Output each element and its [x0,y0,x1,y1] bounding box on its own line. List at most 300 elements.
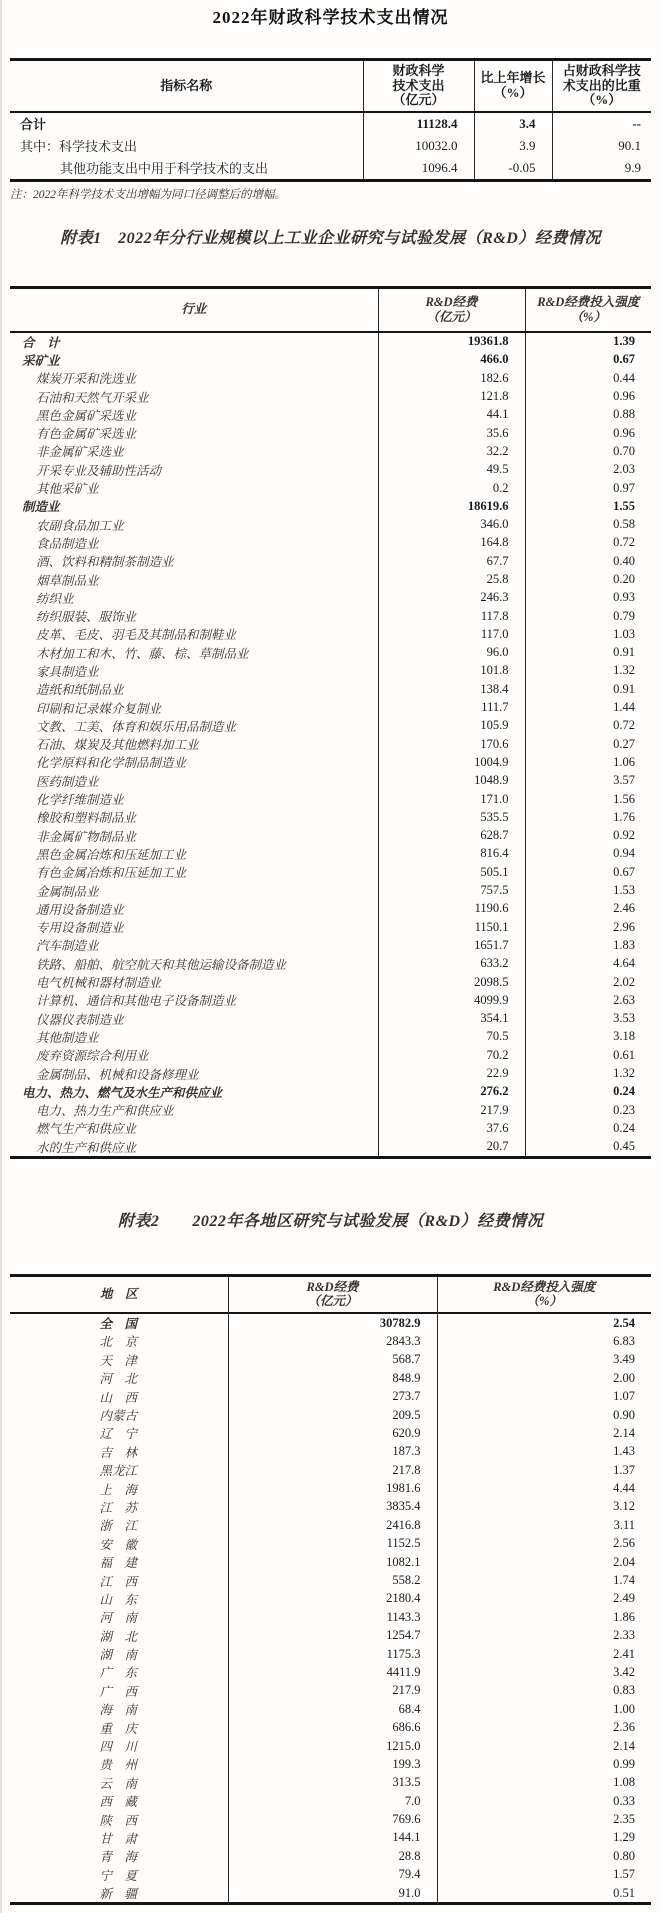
rd-funds-value: 32.2 [378,442,525,460]
region-name: 安 徽 [99,1537,137,1552]
rd-intensity-value: 0.40 [525,552,651,570]
rd-funds-value: 313.5 [228,1774,437,1792]
fiscal-st-expenditure-value: 10032.0 [363,135,474,157]
rd-funds-value: 187.3 [228,1443,437,1461]
industry-name: 造纸和纸制品业 [36,683,124,698]
industry-row [10,881,651,899]
rd-funds-value: 273.7 [228,1387,437,1405]
industry-row [10,808,651,826]
industry-row [10,845,651,863]
region-name: 浙 江 [99,1519,137,1534]
region-name: 陕 西 [99,1813,137,1828]
industry-row [10,955,651,973]
rd-intensity-value: 3.42 [437,1663,651,1681]
fiscal-expenditure-table [10,58,651,182]
rd-funds-value: 49.5 [378,461,525,479]
industry-name: 木材加工和木、竹、藤、棕、草制品业 [36,646,249,661]
rd-intensity-value: 1.32 [525,1064,651,1082]
rd-funds-value: 620.9 [228,1424,437,1442]
rd-funds-value: 117.0 [378,625,525,643]
rd-funds-value: 105.9 [378,717,525,735]
share-of-expenditure-value: 90.1 [552,135,651,157]
rd-funds-value: 67.7 [378,552,525,570]
industry-row [10,662,651,680]
region-row [10,1884,651,1904]
industry-row [10,1064,651,1082]
rd-intensity-value: 0.51 [437,1884,651,1904]
rd-funds-value: 22.9 [378,1064,525,1082]
rd-intensity-value: 1.74 [437,1571,651,1589]
rd-intensity-value: 1.37 [437,1461,651,1479]
region-row [10,1755,651,1773]
industry-row [10,1101,651,1119]
rd-intensity-value: 2.36 [437,1718,651,1736]
region-name: 云 南 [99,1776,137,1791]
industry-name: 食品制造业 [36,536,99,551]
industry-row [10,424,651,442]
rd-intensity-value: 0.58 [525,515,651,533]
rd-intensity-value: 0.70 [525,442,651,460]
rd-funds-value: 1048.9 [378,772,525,790]
region-row [10,1443,651,1461]
rd-funds-value: 346.0 [378,515,525,533]
industry-name: 化学纤维制造业 [36,793,124,808]
rd-funds-value: 4099.9 [378,991,525,1009]
industry-name: 采矿业 [22,353,60,368]
region-row [10,1792,651,1810]
industry-name: 其他制造业 [36,1030,99,1045]
region-row [10,1663,651,1681]
industry-name: 非金属矿采选业 [36,445,124,460]
rd-intensity-value: 0.23 [525,1101,651,1119]
rd-funds-value: 2843.3 [228,1332,437,1350]
region-name: 辽 宁 [99,1427,137,1442]
rd-intensity-value: 0.96 [525,424,651,442]
industry-row [10,369,651,387]
rd-funds-value: 25.8 [378,570,525,588]
region-row [10,1516,651,1534]
region-row [10,1608,651,1626]
rd-intensity-value: 0.88 [525,406,651,424]
industry-name: 有色金属冶炼和压延加工业 [36,866,187,881]
region-row [10,1718,651,1736]
region-name: 广 西 [99,1684,137,1699]
industry-row [10,1083,651,1101]
industry-name: 专用设备制造业 [36,921,124,936]
rd-intensity-value: 0.72 [525,534,651,552]
rd-intensity-value: 4.44 [437,1479,651,1497]
industry-name: 农副食品加工业 [36,518,124,533]
rd-intensity-value: 0.67 [525,351,651,369]
rd-funds-value: 1004.9 [378,753,525,771]
rd-funds-value: 217.9 [378,1101,525,1119]
rd-intensity-value: 0.45 [525,1138,651,1158]
rd-funds-value: 138.4 [378,680,525,698]
rd-intensity-value: 0.33 [437,1792,651,1810]
region-row [10,1866,651,1884]
region-name: 上 海 [99,1482,137,1497]
industry-table-header [10,287,651,332]
rd-intensity-value: 0.83 [437,1682,651,1700]
rd-funds-value: 44.1 [378,406,525,424]
industry-row [10,900,651,918]
region-name: 天 津 [99,1353,137,1368]
rd-intensity-value: 2.49 [437,1590,651,1608]
industry-name: 文教、工美、体育和娱乐用品制造业 [36,719,237,734]
industry-name: 黑色金属矿采选业 [36,408,137,423]
rd-intensity-value: 1.76 [525,808,651,826]
region-name: 贵 州 [99,1758,137,1773]
industry-name: 烟草制品业 [36,573,99,588]
industry-name: 通用设备制造业 [36,902,124,917]
region-name: 内蒙古 [99,1409,137,1423]
industry-row [10,1046,651,1064]
fiscal-table-header [10,60,651,112]
rd-funds-value: 1981.6 [228,1479,437,1497]
region-row [10,1700,651,1718]
region-name: 海 南 [99,1703,137,1718]
industry-name: 非金属矿物制品业 [36,829,137,844]
rd-intensity-value: 1.83 [525,936,651,954]
rd-funds-value: 121.8 [378,387,525,405]
rd-intensity-value: 3.12 [437,1498,651,1516]
rd-funds-value: 37.6 [378,1119,525,1137]
region-name: 广 东 [99,1666,137,1681]
region-row [10,1313,651,1332]
header-row [10,60,651,112]
industry-row [10,387,651,405]
industry-row [10,644,651,662]
rd-funds-value: 111.7 [378,698,525,716]
rd-funds-value: 209.5 [228,1406,437,1424]
region-row [10,1479,651,1497]
rd-intensity-value: 1.44 [525,698,651,716]
industry-row [10,589,651,607]
region-row [10,1369,651,1387]
industry-row [10,991,651,1009]
rd-intensity-value: 1.08 [437,1774,651,1792]
rd-funds-value: 1651.7 [378,936,525,954]
rd-intensity-value: 2.02 [525,973,651,991]
industry-name: 有色金属矿采选业 [36,427,137,442]
rd-intensity-value: 1.32 [525,662,651,680]
region-name: 山 东 [99,1592,137,1607]
region-row [10,1774,651,1792]
indicator-row [10,135,651,157]
industry-name: 开采专业及辅助性活动 [36,463,162,478]
footnote: 注：2022年科学技术支出增幅为同口径调整后的增幅。 [10,188,286,201]
industry-row [10,1028,651,1046]
rd-funds-value: 1143.3 [228,1608,437,1626]
header-row [10,287,651,332]
rd-funds-value: 182.6 [378,369,525,387]
region-row [10,1682,651,1700]
rd-intensity-value: 2.56 [437,1535,651,1553]
rd-intensity-value: 2.14 [437,1424,651,1442]
region-name: 西 藏 [99,1795,137,1810]
industry-name: 制造业 [22,500,60,515]
industry-row [10,406,651,424]
industry-name: 石油和天然气开采业 [36,390,149,405]
rd-intensity-value: 0.94 [525,845,651,863]
rd-intensity-value: 0.90 [437,1406,651,1424]
industry-name: 橡胶和塑料制品业 [36,811,137,826]
rd-intensity-value: 0.79 [525,607,651,625]
rd-funds-value: 1152.5 [228,1535,437,1553]
industry-name: 铁路、船舶、航空航天和其他运输设备制造业 [36,957,287,972]
industry-name: 水的生产和供应业 [36,1140,137,1155]
rd-intensity-value: 2.14 [437,1737,651,1755]
region-name: 江 西 [99,1574,137,1589]
industry-row [10,479,651,497]
rd-funds-value: 171.0 [378,790,525,808]
rd-intensity-value: 0.44 [525,369,651,387]
industry-row [10,863,651,881]
region-name: 江 苏 [99,1500,137,1515]
industry-name: 计算机、通信和其他电子设备制造业 [36,994,237,1009]
share-of-expenditure-value-header: 占财政科学技 术支出的比重 （%） [552,60,651,112]
region-row [10,1553,651,1571]
yoy-growth-value: 3.4 [474,112,552,135]
rd-intensity-value: 0.72 [525,717,651,735]
industry-row [10,698,651,716]
rd-funds-value: 170.6 [378,735,525,753]
region-name: 甘 肃 [99,1831,137,1846]
rd-intensity-value: 2.00 [437,1369,651,1387]
region-table-header [10,1275,651,1313]
industry-row [10,461,651,479]
rd-intensity-value: 2.63 [525,991,651,1009]
region-name: 福 建 [99,1556,137,1571]
rd-funds-value: 246.3 [378,589,525,607]
industry-rd-table [10,286,651,1159]
region-row [10,1627,651,1645]
indicator-row [10,157,651,181]
rd-funds-value: 35.6 [378,424,525,442]
yoy-growth-value: -0.05 [474,157,552,181]
indicator-name: 其中：科学技术支出 [20,139,138,154]
rd-funds-value: 2416.8 [228,1516,437,1534]
industry-row [10,973,651,991]
rd-funds-value: 757.5 [378,881,525,899]
industry-name: 汽车制造业 [36,939,99,954]
fiscal-st-expenditure-value: 1096.4 [363,157,474,181]
rd-funds-value: 7.0 [228,1792,437,1810]
rd-funds-value: 18619.6 [378,497,525,515]
rd-funds-value: 1190.6 [378,900,525,918]
rd-intensity-value: 1.00 [437,1700,651,1718]
region-row [10,1461,651,1479]
region-row [10,1590,651,1608]
region-name: 新 疆 [99,1887,137,1902]
rd-intensity-value-header: R&D经费投入强度 （%） [525,287,651,332]
region-name: 吉 林 [99,1445,137,1460]
industry-name: 其他采矿业 [36,482,99,497]
rd-intensity-value: 3.11 [437,1516,651,1534]
rd-funds-value: 276.2 [378,1083,525,1101]
rd-funds-value: 70.2 [378,1046,525,1064]
industry-name: 化学原料和化学制品制造业 [36,756,187,771]
rd-intensity-value: 3.49 [437,1351,651,1369]
appendix1-title: 附表1 2022年分行业规模以上工业企业研究与试验发展（R&D）经费情况 [60,229,601,247]
rd-intensity-value: 0.67 [525,863,651,881]
industry-name: 酒、饮料和精制茶制造业 [36,555,174,570]
industry-table-body [10,332,651,1158]
region-row [10,1406,651,1424]
industry-row [10,534,651,552]
rd-funds-value: 3835.4 [228,1498,437,1516]
rd-funds-value: 96.0 [378,644,525,662]
industry-row [10,918,651,936]
rd-intensity-value: 0.93 [525,589,651,607]
rd-funds-value: 19361.8 [378,332,525,351]
rd-funds-value: 535.5 [378,808,525,826]
rd-funds-value: 68.4 [228,1700,437,1718]
region-name: 河 北 [99,1372,137,1387]
rd-intensity-value: 1.03 [525,625,651,643]
rd-intensity-value: 1.86 [437,1608,651,1626]
rd-intensity-value: 1.53 [525,881,651,899]
rd-funds-value: 144.1 [228,1829,437,1847]
rd-intensity-value: 0.24 [525,1119,651,1137]
header-row [10,1275,651,1313]
rd-intensity-value: 1.56 [525,790,651,808]
rd-funds-value: 466.0 [378,351,525,369]
rd-intensity-value: 2.04 [437,1553,651,1571]
rd-funds-value: 686.6 [228,1718,437,1736]
rd-intensity-value: 1.39 [525,332,651,351]
industry-row [10,570,651,588]
rd-funds-value: 164.8 [378,534,525,552]
rd-funds-value: 91.0 [228,1884,437,1904]
rd-intensity-value: 0.61 [525,1046,651,1064]
rd-funds-value: 769.6 [228,1810,437,1828]
industry-row [10,351,651,369]
region-name: 宁 夏 [99,1868,137,1883]
rd-funds-value: 2180.4 [228,1590,437,1608]
region-name: 河 南 [99,1611,137,1626]
region-name: 湖 南 [99,1648,137,1663]
industry-row [10,552,651,570]
yoy-growth-value: 3.9 [474,135,552,157]
industry-name: 电气机械和器材制造业 [36,976,162,991]
industry-row [10,936,651,954]
rd-intensity-value: 1.43 [437,1443,651,1461]
share-of-expenditure-value: -- [552,112,651,135]
appendix2-title: 附表2 2022年各地区研究与试验发展（R&D）经费情况 [117,1212,544,1230]
region-row [10,1645,651,1663]
region-name: 青 海 [99,1850,137,1865]
industry-name: 仪器仪表制造业 [36,1012,124,1027]
industry-name: 皮革、毛皮、羽毛及其制品和制鞋业 [36,628,237,643]
region-name: 重 庆 [99,1721,137,1736]
page-title: 2022年财政科学技术支出情况 [212,8,449,27]
rd-intensity-value: 1.06 [525,753,651,771]
region-name: 四 川 [99,1740,137,1755]
rd-funds-value: 1215.0 [228,1737,437,1755]
industry-name: 石油、煤炭及其他燃料加工业 [36,738,199,753]
industry-row [10,1009,651,1027]
industry-name-header: 行业 [181,302,207,316]
rd-intensity-value: 1.55 [525,497,651,515]
rd-intensity-value: 0.91 [525,644,651,662]
rd-funds-value: 1082.1 [228,1553,437,1571]
region-rd-table [10,1274,651,1906]
fiscal-st-expenditure-value-header: 财政科学 技术支出 （亿元） [363,60,474,112]
rd-funds-value: 354.1 [378,1009,525,1027]
region-row [10,1737,651,1755]
industry-name: 电力、热力、燃气及水生产和供应业 [22,1085,223,1100]
region-row [10,1332,651,1350]
industry-row [10,332,651,351]
industry-row [10,1138,651,1158]
industry-row [10,625,651,643]
region-name: 黑龙江 [99,1464,137,1479]
indicator-name-header: 指标名称 [160,77,213,93]
industry-name: 纺织服装、服饰业 [36,610,137,625]
rd-intensity-value: 2.03 [525,461,651,479]
rd-funds-value: 70.5 [378,1028,525,1046]
industry-row [10,497,651,515]
industry-row [10,607,651,625]
rd-funds-value: 1150.1 [378,918,525,936]
region-name-header: 地 区 [99,1287,138,1302]
industry-name: 煤炭开采和洗选业 [36,372,137,387]
rd-intensity-value: 0.27 [525,735,651,753]
rd-intensity-value: 4.64 [525,955,651,973]
rd-intensity-value: 0.24 [525,1083,651,1101]
industry-row [10,680,651,698]
rd-intensity-value: 3.53 [525,1009,651,1027]
industry-row [10,717,651,735]
region-row [10,1387,651,1405]
rd-intensity-value: 0.92 [525,827,651,845]
rd-intensity-value: 2.41 [437,1645,651,1663]
rd-funds-value: 2098.5 [378,973,525,991]
region-row [10,1351,651,1369]
industry-row [10,735,651,753]
region-row [10,1829,651,1847]
indicator-row [10,112,651,135]
rd-intensity-value: 1.29 [437,1829,651,1847]
rd-funds-value: 1175.3 [228,1645,437,1663]
rd-funds-value: 4411.9 [228,1663,437,1681]
region-name: 全 国 [99,1317,137,1332]
industry-row [10,827,651,845]
industry-name: 家具制造业 [36,664,99,679]
rd-funds-value: 558.2 [228,1571,437,1589]
region-row [10,1571,651,1589]
rd-intensity-value: 1.07 [437,1387,651,1405]
rd-intensity-value: 0.80 [437,1847,651,1865]
share-of-expenditure-value: 9.9 [552,157,651,181]
fiscal-table-body [10,112,651,181]
indicator-name: 合计 [20,117,47,132]
region-row [10,1847,651,1865]
rd-funds-value: 79.4 [228,1866,437,1884]
rd-intensity-value: 6.83 [437,1332,651,1350]
industry-row [10,1119,651,1137]
indicator-name: 其他功能支出中用于科学技术的支出 [60,161,269,176]
industry-name: 燃气生产和供应业 [36,1122,137,1137]
region-row [10,1498,651,1516]
rd-funds-value: 199.3 [228,1755,437,1773]
industry-name: 黑色金属冶炼和压延加工业 [36,847,187,862]
rd-intensity-value: 2.33 [437,1627,651,1645]
rd-intensity-value: 0.91 [525,680,651,698]
rd-funds-value: 628.7 [378,827,525,845]
industry-name: 合 计 [22,335,60,350]
